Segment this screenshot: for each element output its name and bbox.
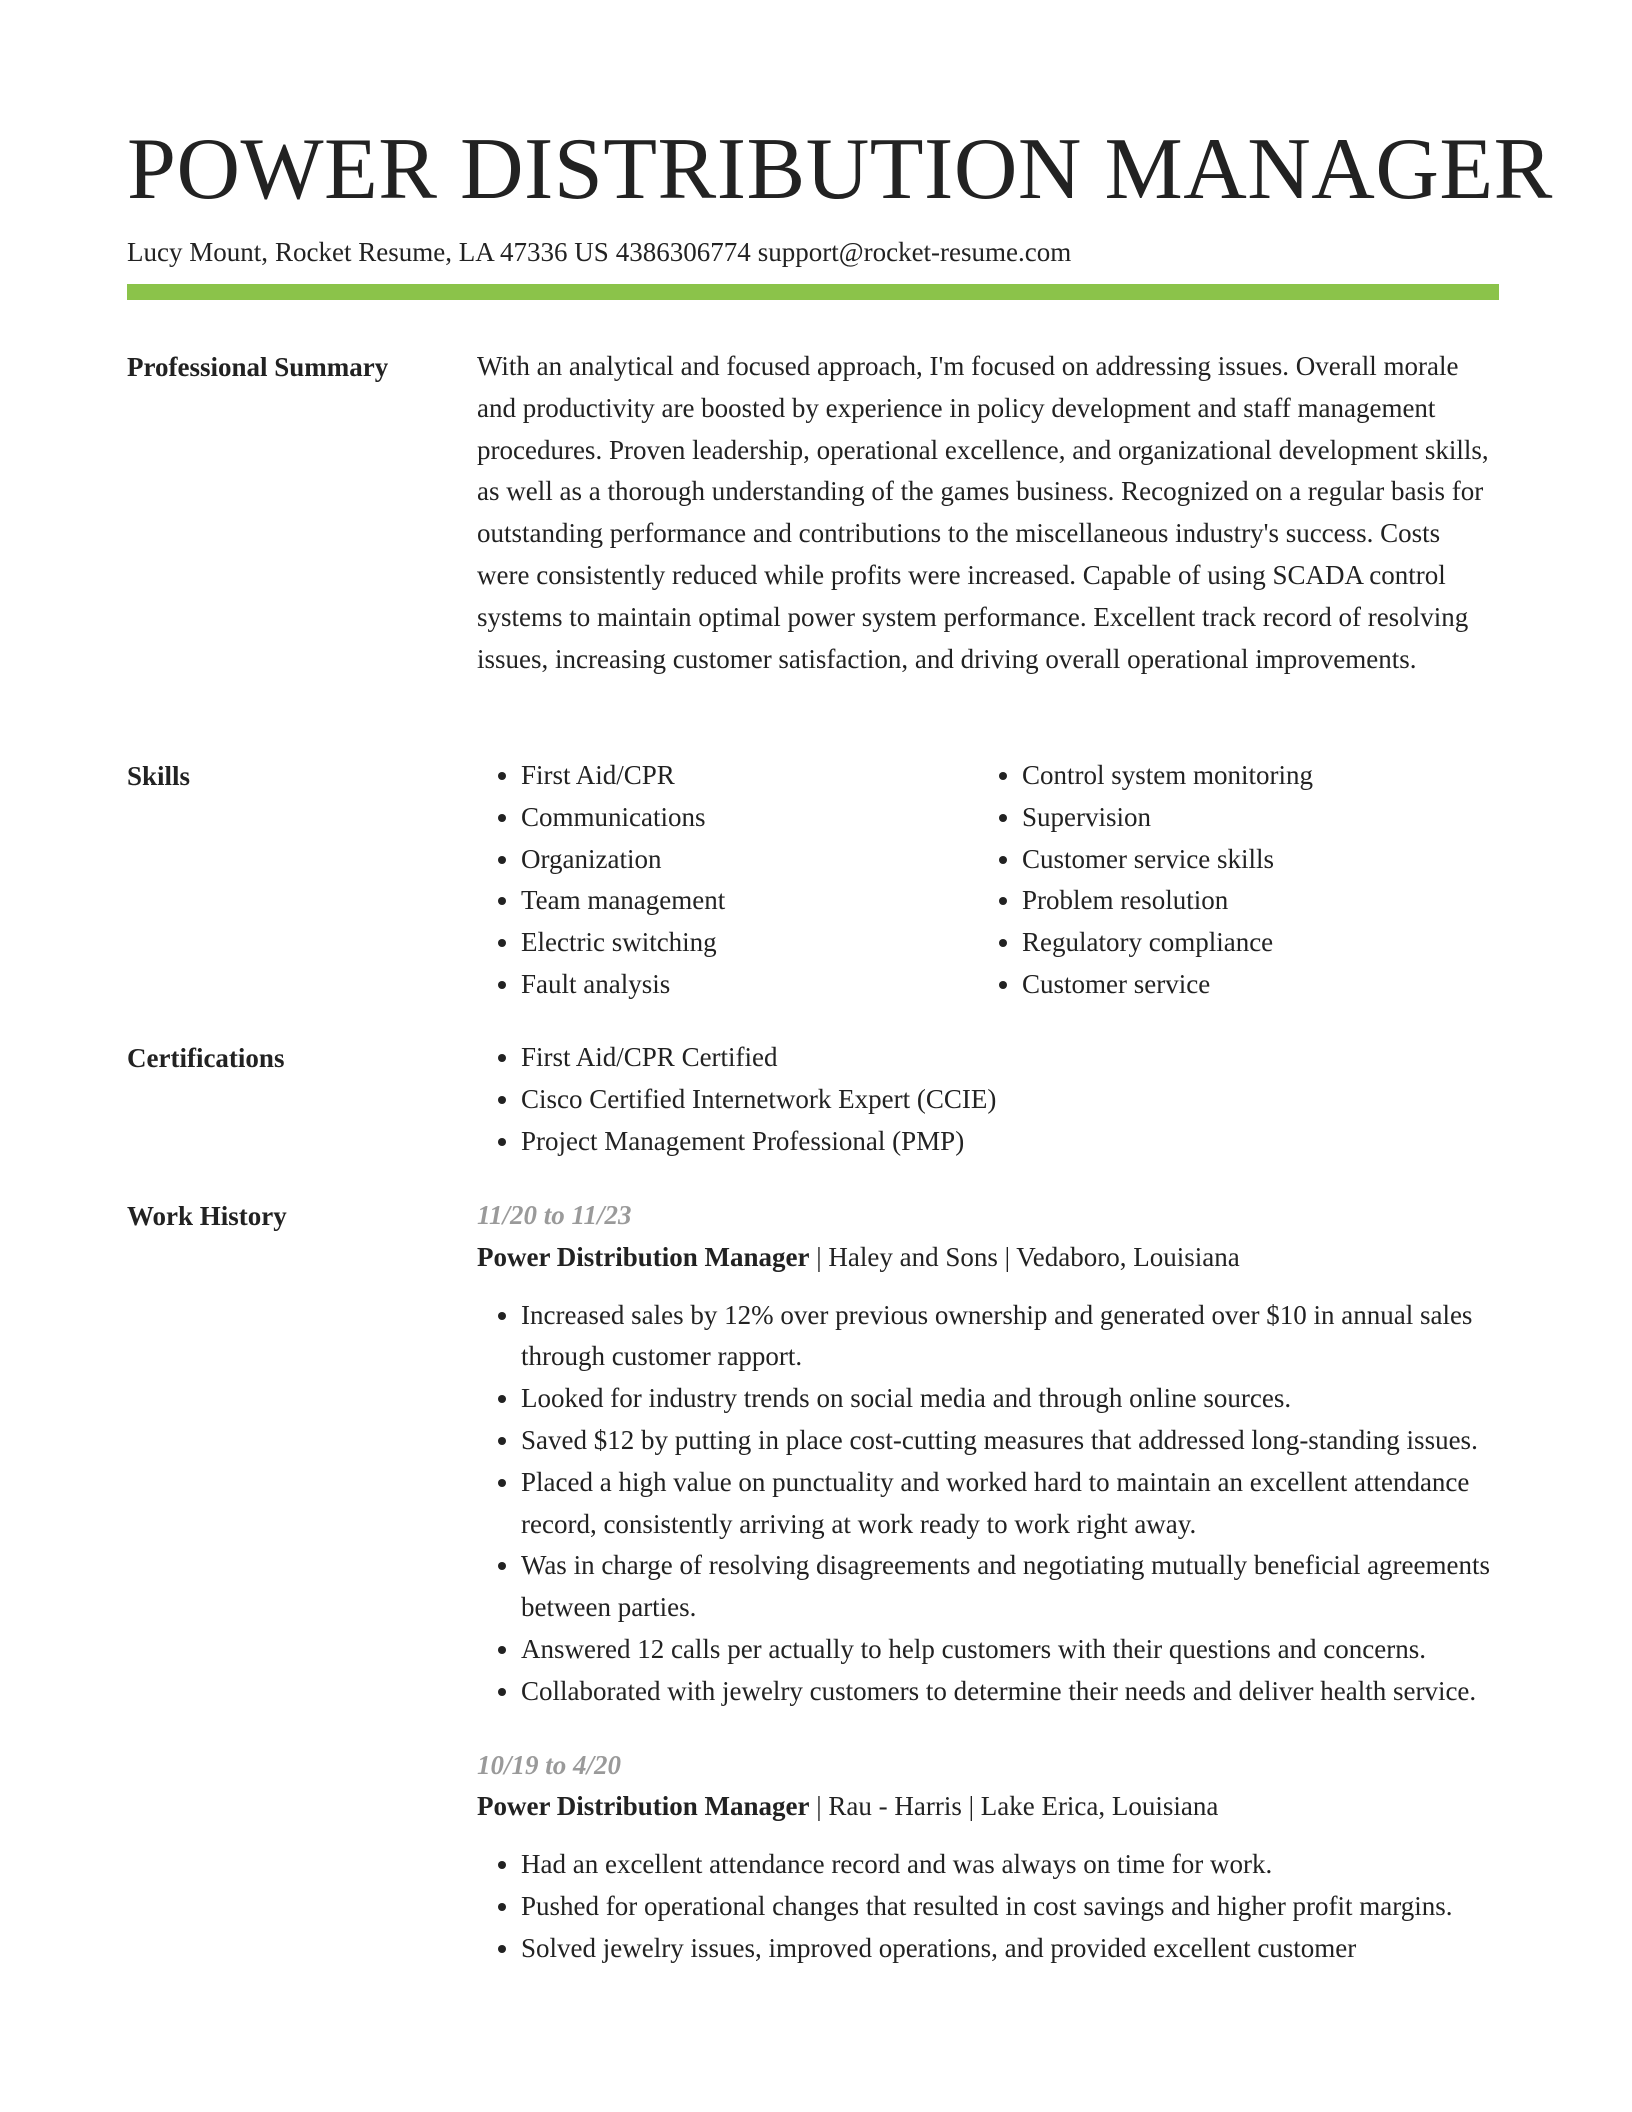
contact-name: Lucy Mount, [127,237,268,267]
job-bullet: • Pushed for operational changes that resulted in cost savings and higher profit margins. [521,1886,1499,1928]
job-bullet: • Was in charge of resolving disagreements and negotiating mutually beneficial agreements between parties. [521,1545,1499,1629]
section-label-certifications: Certifications [127,1043,285,1073]
contact-line [127,234,1499,270]
header-divider [127,284,1499,300]
job-bullet: • Solved jewelry issues, improved operations, and provided excellent customer [521,1928,1499,1970]
skill-item: • Control system monitoring [1022,755,1499,797]
job-details: | Haley and Sons | Vedaboro, Louisiana [809,1241,1240,1272]
skill-item: • Communications [521,797,978,839]
skill-item: • First Aid/CPR [521,755,978,797]
work-history-list [477,1195,1499,1970]
skill-item: • Organization [521,839,978,881]
skill-item: • Regulatory compliance [1022,922,1499,964]
section-label-skills: Skills [127,761,191,791]
job-bullet: • Saved $12 by putting in place cost-cutting measures that addressed long-standing issues. [521,1420,1499,1462]
job-bullet: • Collaborated with jewelry customers to determine their needs and deliver health service. [521,1671,1499,1713]
skills-column-1 [477,755,978,1006]
skill-item: • Fault analysis [521,964,978,1006]
job-bullets [477,1295,1499,1713]
job-entry [477,1195,1499,1713]
job-bullet: • Had an excellent attendance record and was always on time for work. [521,1844,1499,1886]
certification-item: • Cisco Certified Internetwork Expert (CCIE) [521,1079,1499,1121]
contact-email[interactable]: support@rocket-resume.com [757,237,1072,267]
job-role: Power Distribution Manager [477,1791,810,1822]
certifications-list-wrap [477,1037,1499,1162]
certifications-list [477,1037,1499,1162]
resume-title: POWER DISTRIBUTION MANAGER [127,121,1553,218]
resume-header [127,118,1553,270]
job-entry [477,1745,1499,1970]
section-label-work-history: Work History [127,1201,287,1231]
job-heading [477,1237,1499,1279]
certification-item: • First Aid/CPR Certified [521,1037,1499,1079]
skill-item: • Supervision [1022,797,1499,839]
job-role: Power Distribution Manager [477,1241,810,1272]
skill-item: • Customer service [1022,964,1499,1006]
skill-item: • Team management [521,880,978,922]
skill-item: • Customer service skills [1022,839,1499,881]
skills-column-2 [978,755,1499,1006]
job-bullet: • Looked for industry trends on social media and through online sources. [521,1378,1499,1420]
contact-address: Rocket Resume, LA 47336 US [275,237,609,267]
contact-phone: 4386306774 [615,237,751,267]
job-bullets [477,1844,1499,1969]
job-heading [477,1786,1499,1828]
job-bullet: • Placed a high value on punctuality and worked hard to maintain an excellent attendance record, consistently arriving at work ready to work right away. [521,1462,1499,1546]
skills-grid [477,755,1499,1006]
job-dates: 11/20 to 11/23 [477,1200,632,1230]
section-label-summary: Professional Summary [127,352,389,382]
skill-item: • Electric switching [521,922,978,964]
job-bullet: • Answered 12 calls per actually to help customers with their questions and concerns. [521,1629,1499,1671]
certification-item: • Project Management Professional (PMP) [521,1121,1499,1163]
job-details: | Rau - Harris | Lake Erica, Louisiana [809,1791,1219,1822]
job-dates: 10/19 to 4/20 [477,1749,622,1780]
skill-item: • Problem resolution [1022,880,1499,922]
job-bullet: • Increased sales by 12% over previous ownership and generated over $10 in annual sales through customer rapport. [521,1295,1499,1379]
summary-text: With an analytical and focused approach, I'm focused on addressing issues. Overall morale and productivity are boosted by experience in policy development and staff management procedures. Proven leadership, operational excellence, and organizational development skills, as well as a thorough understanding of the games business. Recognized on a regular basis for outstanding performance and contributions to the miscellaneous industry's success. Costs were consistently reduced while profits were increased. Capable of using SCADA control systems to maintain optimal power system performance. Excellent track record of resolving issues, increasing customer satisfaction, and driving overall operational improvements. [477,351,1489,674]
